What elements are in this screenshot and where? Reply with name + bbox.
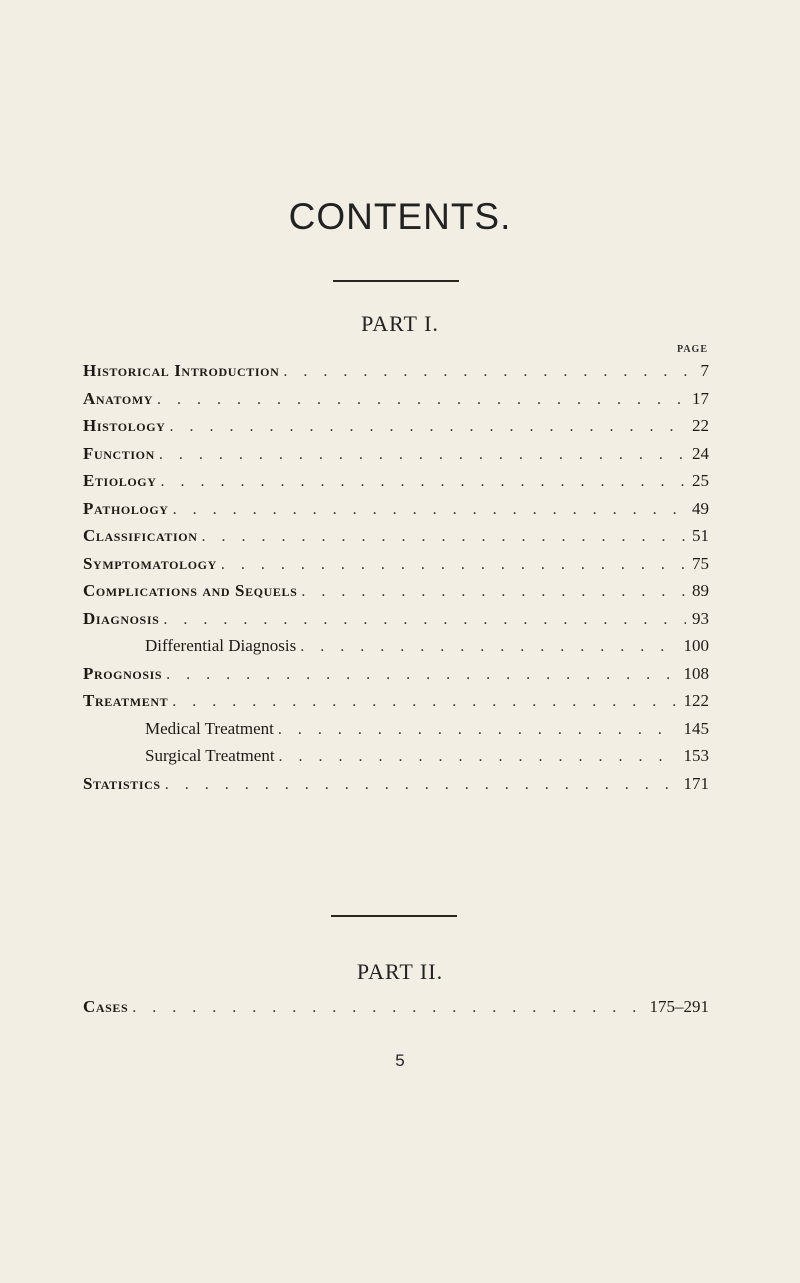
toc-entry[interactable] — [83, 440, 709, 468]
toc-entry-page: 175–291 — [649, 997, 709, 1016]
toc-entry-page: 7 — [700, 361, 709, 380]
toc-entry-page: 145 — [683, 718, 709, 738]
toc-entry-label: Etiology — [83, 471, 157, 490]
toc-entry-page: 51 — [692, 526, 709, 545]
dot-leader — [278, 716, 678, 743]
divider-rule — [333, 280, 459, 282]
toc-entry[interactable] — [83, 770, 709, 798]
toc-entry[interactable] — [83, 660, 709, 688]
dot-leader — [201, 523, 686, 550]
part-two-heading: PART II. — [356, 959, 444, 984]
toc-entry-page: 17 — [692, 388, 709, 408]
toc-entry-page: 122 — [683, 691, 709, 710]
toc-subentry[interactable] — [83, 632, 709, 660]
toc-entry-page: 25 — [692, 471, 709, 490]
dot-leader — [279, 743, 678, 770]
toc-entry-label: Pathology — [83, 498, 169, 518]
toc-entry-page: 75 — [692, 553, 709, 573]
toc-entry-label: Diagnosis — [83, 608, 160, 628]
toc-entry-page: 93 — [692, 608, 709, 628]
toc-entry-label: Cases — [83, 997, 129, 1016]
dot-leader — [172, 688, 677, 715]
dot-leader — [301, 578, 686, 605]
dot-leader — [173, 496, 686, 523]
toc-entry[interactable] — [83, 467, 709, 495]
dot-leader — [159, 441, 686, 468]
dot-leader — [169, 413, 686, 440]
toc-entry[interactable] — [83, 412, 709, 440]
toc-entry[interactable] — [83, 687, 709, 715]
dot-leader — [165, 771, 678, 798]
toc-entry[interactable] — [83, 605, 709, 633]
dot-leader — [161, 468, 687, 495]
toc-entry[interactable] — [83, 522, 709, 550]
toc-entry-label: Historical Introduction — [83, 361, 280, 380]
toc-entry-label: Complications and Sequels — [83, 581, 298, 600]
toc-entry-page: 153 — [683, 746, 709, 765]
page-column-label: PAGE — [676, 344, 708, 355]
toc-entry-label: Surgical Treatment — [145, 746, 275, 765]
dot-leader — [157, 386, 686, 413]
toc-entry-page: 49 — [692, 498, 709, 518]
toc-entry-label: Symptomatology — [83, 553, 217, 573]
dot-leader — [163, 606, 686, 633]
page-title: CONTENTS. — [288, 196, 512, 237]
toc-entry[interactable] — [83, 385, 709, 413]
toc-entry-page: 108 — [683, 663, 709, 683]
dot-leader — [166, 661, 677, 688]
toc-entry-label: Histology — [83, 416, 166, 435]
part-one-heading: PART I. — [361, 311, 439, 336]
toc-entry[interactable] — [83, 495, 709, 523]
toc-part-one — [83, 357, 709, 797]
toc-subentry[interactable] — [83, 715, 709, 743]
toc-entry[interactable] — [83, 577, 709, 605]
toc-subentry[interactable] — [83, 742, 709, 770]
toc-entry-page: 22 — [692, 416, 709, 435]
toc-entry-label: Prognosis — [83, 663, 163, 683]
toc-entry-page: 171 — [683, 773, 709, 793]
toc-entry-label: Anatomy — [83, 388, 154, 408]
toc-entry[interactable] — [83, 993, 709, 1021]
toc-entry-label: Differential Diagnosis — [145, 636, 297, 655]
toc-entry-page: 100 — [683, 636, 709, 655]
toc-entry-label: Statistics — [83, 773, 161, 793]
dot-leader — [221, 551, 686, 578]
toc-entry[interactable] — [83, 550, 709, 578]
toc-entry-label: Classification — [83, 526, 198, 545]
dot-leader — [283, 358, 694, 385]
toc-entry[interactable] — [83, 357, 709, 385]
toc-entry-page: 24 — [692, 443, 709, 463]
toc-entry-label: Medical Treatment — [145, 718, 274, 738]
toc-part-two — [83, 993, 709, 1021]
toc-entry-page: 89 — [692, 581, 709, 600]
toc-entry-label: Treatment — [83, 691, 169, 710]
toc-entry-label: Function — [83, 443, 155, 463]
page-number: 5 — [395, 1051, 405, 1070]
divider-rule — [331, 915, 457, 917]
dot-leader — [300, 633, 677, 660]
dot-leader — [132, 994, 643, 1021]
